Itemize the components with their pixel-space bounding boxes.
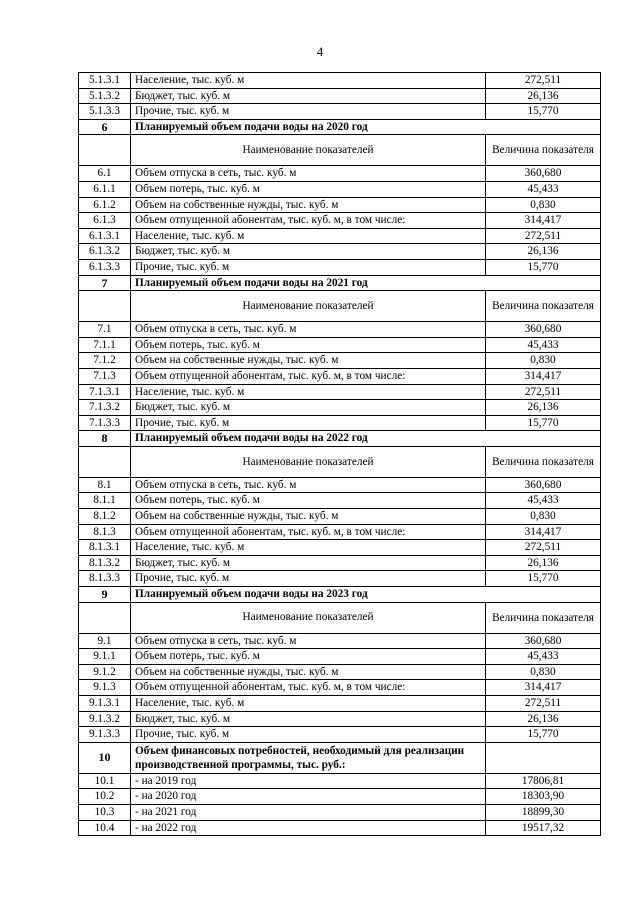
row-number: 9.1.3.3 xyxy=(79,727,131,743)
indicator-value: 15,770 xyxy=(486,727,601,743)
indicator-name: Объем потерь, тыс. куб. м xyxy=(131,181,486,197)
indicator-value: 0,830 xyxy=(486,353,601,369)
empty-value-cell xyxy=(486,742,601,773)
row-number: 8.1.3.2 xyxy=(79,555,131,571)
row-number: 6.1.3.3 xyxy=(79,259,131,275)
indicator-name: Прочие, тыс. куб. м xyxy=(131,571,486,587)
indicator-name: Население, тыс. куб. м xyxy=(131,228,486,244)
section-title-row xyxy=(79,587,601,603)
table-row xyxy=(79,104,601,120)
table-row xyxy=(79,322,601,338)
row-number: 8.1 xyxy=(79,477,131,493)
indicator-value: 272,511 xyxy=(486,540,601,556)
section-title-row xyxy=(79,431,601,447)
table-row xyxy=(79,353,601,369)
table-row xyxy=(79,73,601,89)
indicator-name: Объем отпущенной абонентам, тыс. куб. м, в том числе: xyxy=(131,680,486,696)
header-name: Наименование показателей xyxy=(131,602,486,633)
column-header-row xyxy=(79,602,601,633)
table-row xyxy=(79,524,601,540)
indicator-name: Объем отпуска в сеть, тыс. куб. м xyxy=(131,633,486,649)
column-header-row xyxy=(79,135,601,166)
row-number: 6.1.3.1 xyxy=(79,228,131,244)
page-number: 4 xyxy=(316,44,324,59)
row-number: 6.1.3 xyxy=(79,213,131,229)
table-row xyxy=(79,244,601,260)
section-title: Объем финансовых потребностей, необходимый для реализации производственной программы, тыс. руб.: xyxy=(131,742,486,773)
table-row xyxy=(79,228,601,244)
table-row xyxy=(79,680,601,696)
section-title-row xyxy=(79,275,601,291)
indicator-name: Бюджет, тыс. куб. м xyxy=(131,400,486,416)
indicator-value: 15,770 xyxy=(486,571,601,587)
row-number: 6.1.3.2 xyxy=(79,244,131,260)
header-value: Величина показателя xyxy=(486,602,601,633)
indicator-name: Население, тыс. куб. м xyxy=(131,384,486,400)
table-row xyxy=(79,571,601,587)
indicator-value: 18303,90 xyxy=(486,789,601,805)
column-header-row xyxy=(79,446,601,477)
indicator-value: 272,511 xyxy=(486,228,601,244)
table-row xyxy=(79,415,601,431)
indicator-name: Прочие, тыс. куб. м xyxy=(131,415,486,431)
section-number: 10 xyxy=(79,742,131,773)
table-row xyxy=(79,368,601,384)
table-row xyxy=(79,633,601,649)
row-number: 8.1.3 xyxy=(79,524,131,540)
row-number: 9.1 xyxy=(79,633,131,649)
table-row xyxy=(79,804,601,820)
table-row xyxy=(79,664,601,680)
row-number: 7.1.3.2 xyxy=(79,400,131,416)
indicator-value: 360,680 xyxy=(486,322,601,338)
indicator-name: Население, тыс. куб. м xyxy=(131,540,486,556)
row-number: 9.1.3.2 xyxy=(79,711,131,727)
indicator-name: - на 2020 год xyxy=(131,789,486,805)
table-row xyxy=(79,166,601,182)
table-row xyxy=(79,477,601,493)
indicator-value: 314,417 xyxy=(486,524,601,540)
row-number: 9.1.3.1 xyxy=(79,696,131,712)
table-row xyxy=(79,789,601,805)
row-number: 6.1 xyxy=(79,166,131,182)
indicator-name: - на 2022 год xyxy=(131,820,486,836)
table-row xyxy=(79,727,601,743)
table-row xyxy=(79,555,601,571)
row-number: 5.1.3.1 xyxy=(79,73,131,89)
indicator-value: 45,433 xyxy=(486,337,601,353)
indicator-value: 15,770 xyxy=(486,259,601,275)
row-number: 5.1.3.3 xyxy=(79,104,131,120)
row-number: 7.1 xyxy=(79,322,131,338)
indicator-value: 17806,81 xyxy=(486,773,601,789)
indicator-value: 360,680 xyxy=(486,166,601,182)
indicator-name: Объем отпуска в сеть, тыс. куб. м xyxy=(131,166,486,182)
section-title: Планируемый объем подачи воды на 2022 год xyxy=(131,431,601,447)
indicator-value: 0,830 xyxy=(486,664,601,680)
table-row xyxy=(79,509,601,525)
indicator-value: 19517,32 xyxy=(486,820,601,836)
row-number: 9.1.1 xyxy=(79,649,131,665)
indicator-name: Объем потерь, тыс. куб. м xyxy=(131,337,486,353)
indicator-value: 26,136 xyxy=(486,244,601,260)
row-number: 8.1.3.1 xyxy=(79,540,131,556)
indicator-name: Население, тыс. куб. м xyxy=(131,73,486,89)
indicator-name: Объем потерь, тыс. куб. м xyxy=(131,649,486,665)
indicator-value: 272,511 xyxy=(486,384,601,400)
row-number: 6.1.1 xyxy=(79,181,131,197)
table-row xyxy=(79,213,601,229)
indicator-name: Объем отпущенной абонентам, тыс. куб. м, в том числе: xyxy=(131,368,486,384)
section-title: Планируемый объем подачи воды на 2021 год xyxy=(131,275,601,291)
indicator-value: 272,511 xyxy=(486,73,601,89)
indicator-name: - на 2019 год xyxy=(131,773,486,789)
indicator-value: 314,417 xyxy=(486,213,601,229)
indicator-value: 26,136 xyxy=(486,88,601,104)
indicator-value: 45,433 xyxy=(486,181,601,197)
section-number: 6 xyxy=(79,119,131,135)
indicator-value: 314,417 xyxy=(486,368,601,384)
indicator-value: 45,433 xyxy=(486,493,601,509)
row-number: 5.1.3.2 xyxy=(79,88,131,104)
indicator-value: 26,136 xyxy=(486,400,601,416)
section-title: Планируемый объем подачи воды на 2023 год xyxy=(131,587,601,603)
indicator-name: Объем отпуска в сеть, тыс. куб. м xyxy=(131,322,486,338)
section-title: Планируемый объем подачи воды на 2020 год xyxy=(131,119,601,135)
indicator-name: Бюджет, тыс. куб. м xyxy=(131,88,486,104)
row-number: 7.1.2 xyxy=(79,353,131,369)
indicator-name: Объем на собственные нужды, тыс. куб. м xyxy=(131,509,486,525)
header-name: Наименование показателей xyxy=(131,446,486,477)
indicator-name: - на 2021 год xyxy=(131,804,486,820)
row-number: 10.1 xyxy=(79,773,131,789)
row-number: 8.1.2 xyxy=(79,509,131,525)
water-supply-table xyxy=(78,72,601,836)
indicator-value: 0,830 xyxy=(486,197,601,213)
row-number: 7.1.3 xyxy=(79,368,131,384)
header-value: Величина показателя xyxy=(486,291,601,322)
table-row xyxy=(79,711,601,727)
table-row xyxy=(79,820,601,836)
indicator-name: Прочие, тыс. куб. м xyxy=(131,104,486,120)
row-number: 10.4 xyxy=(79,820,131,836)
indicator-name: Объем отпущенной абонентам, тыс. куб. м, в том числе: xyxy=(131,524,486,540)
table-row xyxy=(79,493,601,509)
indicator-value: 45,433 xyxy=(486,649,601,665)
indicator-name: Объем отпущенной абонентам, тыс. куб. м, в том числе: xyxy=(131,213,486,229)
indicator-name: Объем на собственные нужды, тыс. куб. м xyxy=(131,197,486,213)
row-number: 7.1.3.1 xyxy=(79,384,131,400)
table-row xyxy=(79,259,601,275)
table-row xyxy=(79,384,601,400)
header-blank xyxy=(79,291,131,322)
indicator-value: 314,417 xyxy=(486,680,601,696)
table-row xyxy=(79,400,601,416)
row-number: 9.1.3 xyxy=(79,680,131,696)
header-blank xyxy=(79,602,131,633)
row-number: 10.2 xyxy=(79,789,131,805)
indicator-value: 272,511 xyxy=(486,696,601,712)
table-row xyxy=(79,337,601,353)
table-row xyxy=(79,540,601,556)
indicator-name: Объем на собственные нужды, тыс. куб. м xyxy=(131,353,486,369)
row-number: 7.1.1 xyxy=(79,337,131,353)
table-row xyxy=(79,773,601,789)
row-number: 6.1.2 xyxy=(79,197,131,213)
header-blank xyxy=(79,135,131,166)
table-row xyxy=(79,88,601,104)
indicator-value: 15,770 xyxy=(486,104,601,120)
header-value: Величина показателя xyxy=(486,446,601,477)
section-number: 9 xyxy=(79,587,131,603)
indicator-name: Бюджет, тыс. куб. м xyxy=(131,244,486,260)
row-number: 9.1.2 xyxy=(79,664,131,680)
header-name: Наименование показателей xyxy=(131,291,486,322)
header-blank xyxy=(79,446,131,477)
section-number: 7 xyxy=(79,275,131,291)
indicator-name: Объем отпуска в сеть, тыс. куб. м xyxy=(131,477,486,493)
table-row xyxy=(79,649,601,665)
row-number: 8.1.3.3 xyxy=(79,571,131,587)
indicator-name: Бюджет, тыс. куб. м xyxy=(131,555,486,571)
row-number: 10.3 xyxy=(79,804,131,820)
indicator-value: 360,680 xyxy=(486,477,601,493)
header-value: Величина показателя xyxy=(486,135,601,166)
header-name: Наименование показателей xyxy=(131,135,486,166)
indicator-value: 26,136 xyxy=(486,711,601,727)
indicator-value: 26,136 xyxy=(486,555,601,571)
section-title-row xyxy=(79,119,601,135)
column-header-row xyxy=(79,291,601,322)
table-row xyxy=(79,181,601,197)
row-number: 7.1.3.3 xyxy=(79,415,131,431)
table-row xyxy=(79,197,601,213)
indicator-name: Бюджет, тыс. куб. м xyxy=(131,711,486,727)
indicator-name: Прочие, тыс. куб. м xyxy=(131,727,486,743)
indicator-name: Население, тыс. куб. м xyxy=(131,696,486,712)
indicator-name: Объем на собственные нужды, тыс. куб. м xyxy=(131,664,486,680)
indicator-value: 0,830 xyxy=(486,509,601,525)
indicator-value: 360,680 xyxy=(486,633,601,649)
indicator-name: Объем потерь, тыс. куб. м xyxy=(131,493,486,509)
row-number: 8.1.1 xyxy=(79,493,131,509)
table-row xyxy=(79,696,601,712)
section-number: 8 xyxy=(79,431,131,447)
indicator-name: Прочие, тыс. куб. м xyxy=(131,259,486,275)
finance-title-row xyxy=(79,742,601,773)
indicator-value: 18899,30 xyxy=(486,804,601,820)
indicator-value: 15,770 xyxy=(486,415,601,431)
